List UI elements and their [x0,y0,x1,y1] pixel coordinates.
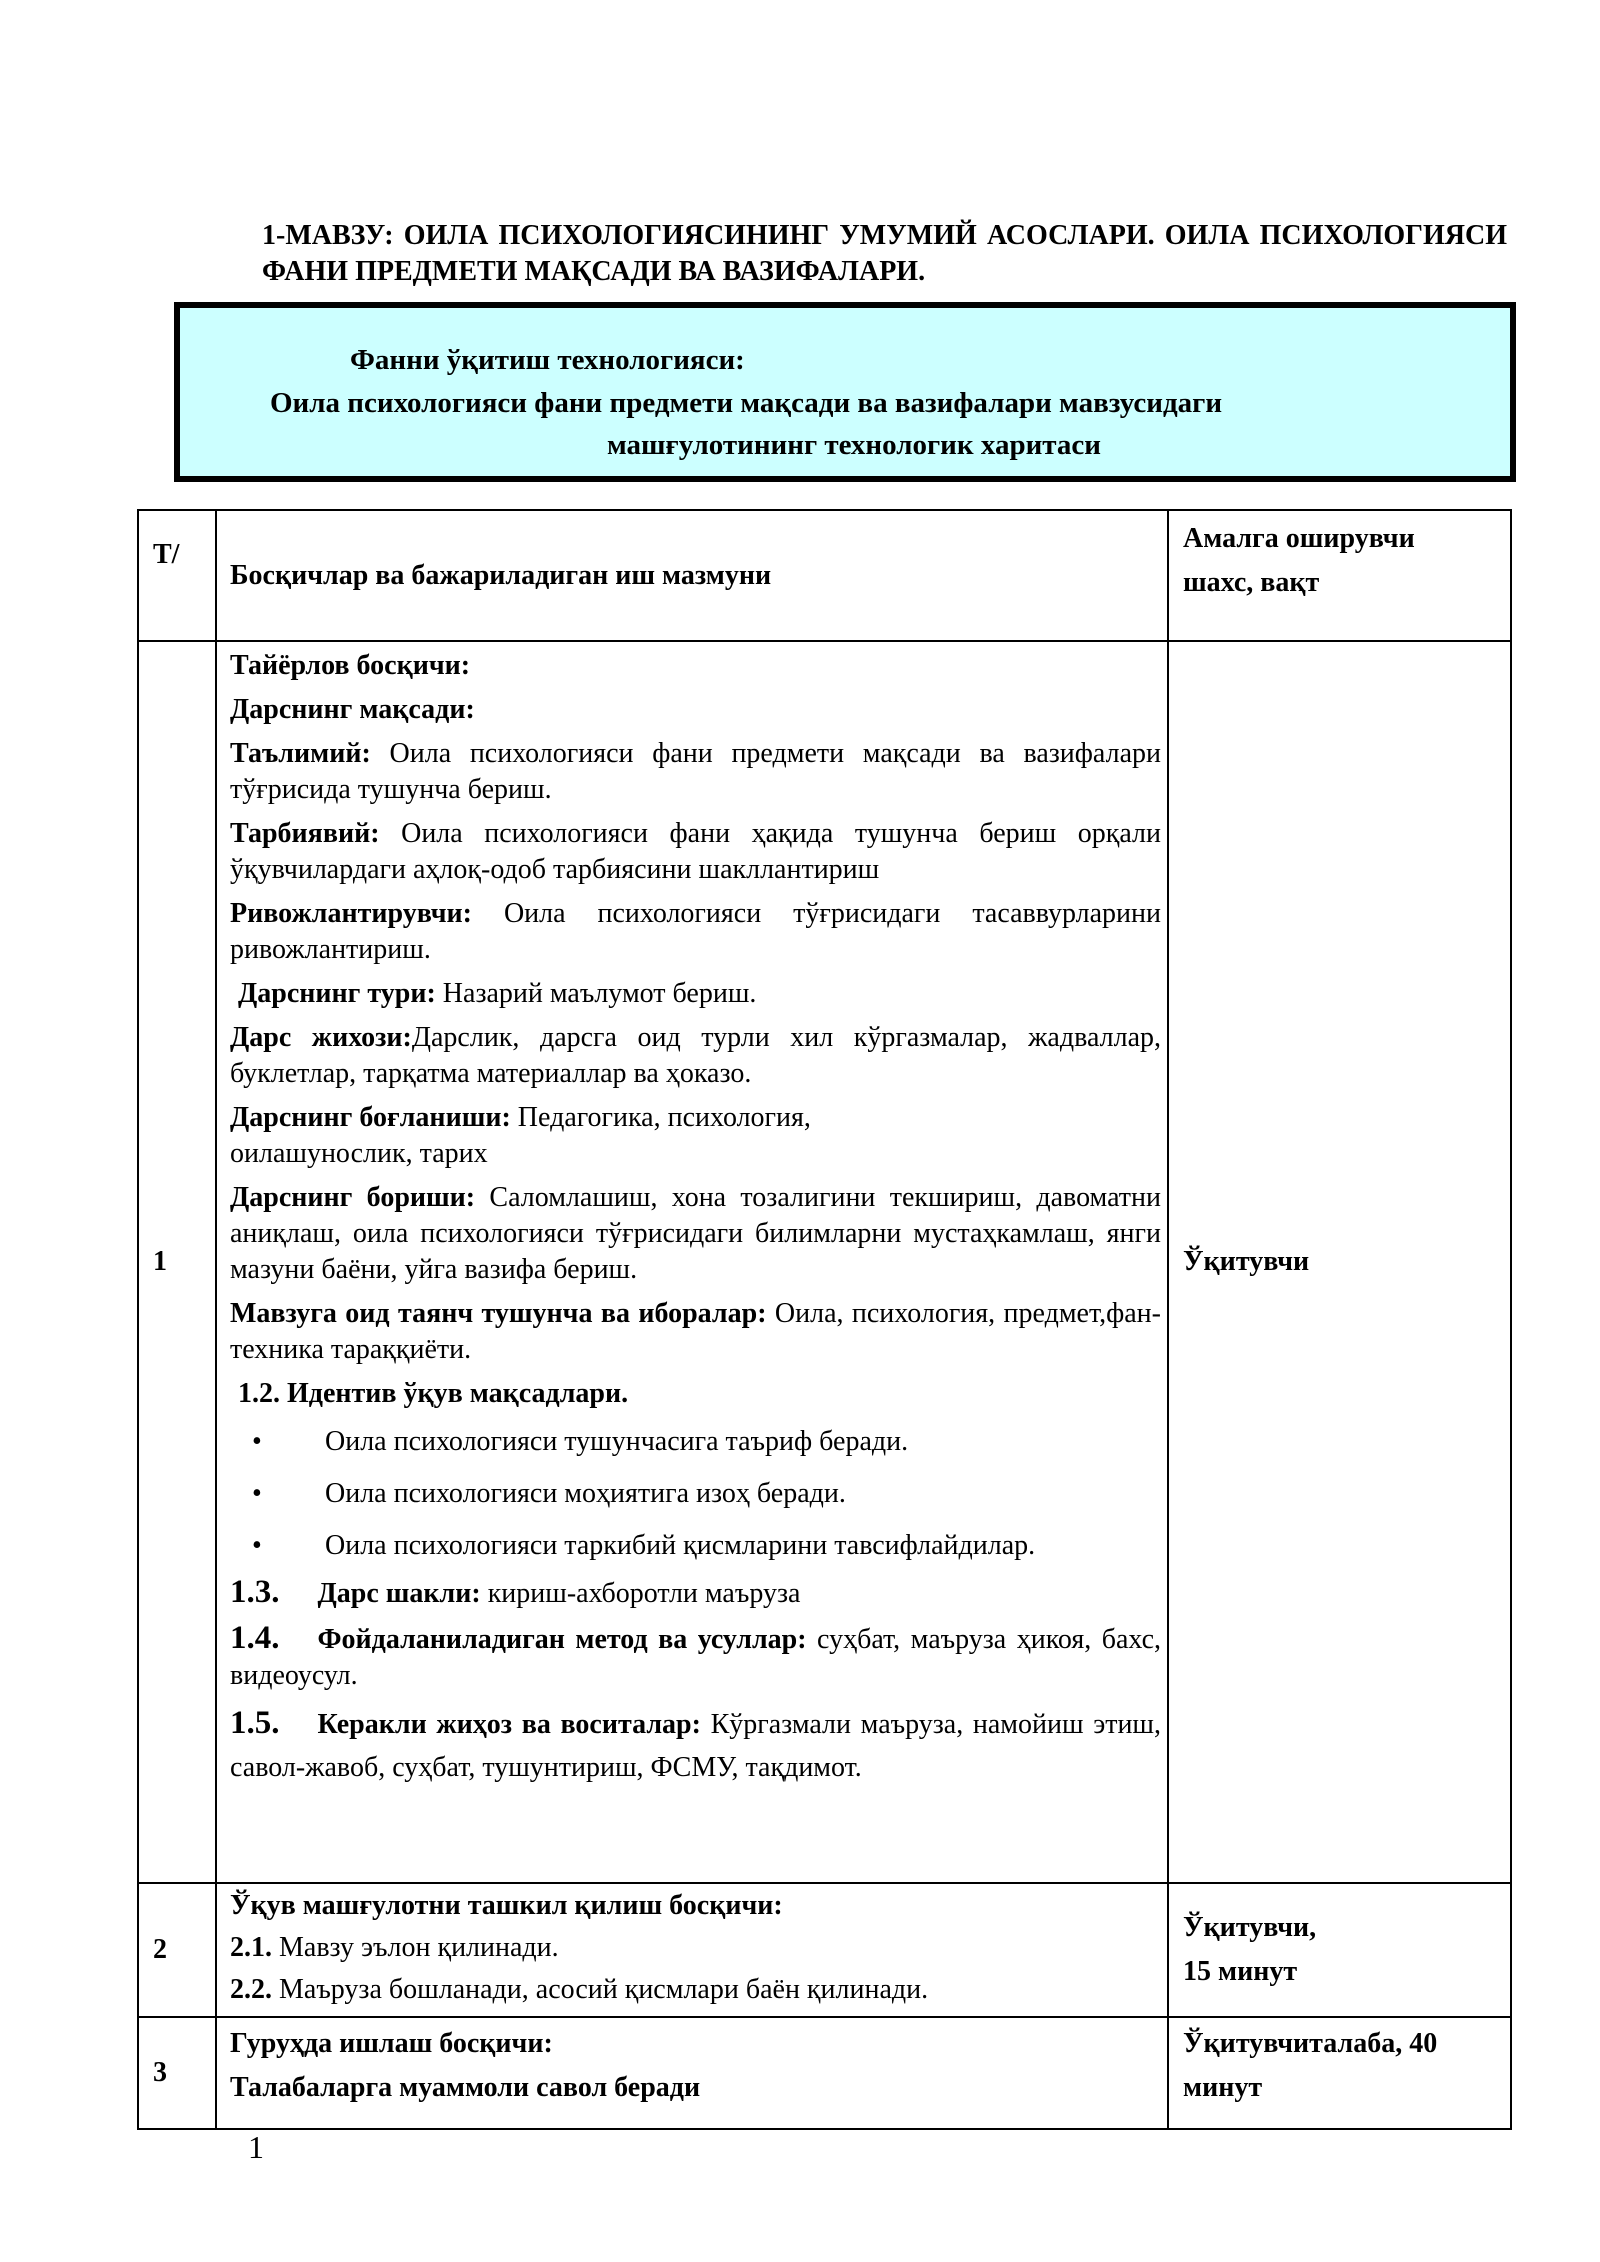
table-header-row [138,510,1511,641]
row-2-num: 2 [138,1883,216,2017]
section-1-4: 1.4. Фойдаланиладиган метод ва усуллар: суҳбат, маъруза ҳикоя, бахс, видеоусул. [230,1620,1161,1691]
list-item: • Оила психологияси тушунчасига таъриф беради. [230,1424,1161,1460]
header-who-line-2: шахс, вақт [1183,567,1320,598]
table-row [138,641,1511,1883]
bullet-icon: • [252,1426,262,1457]
identive-goals-heading: 1.2. Идентив ўқув мақсадлари. [238,1378,629,1409]
row-1-who: Ўқитувчи [1168,641,1511,1883]
lesson-goal-heading: Дарснинг мақсади: [230,694,475,725]
row-2-who: Ўқитувчи, 15 минут [1168,1883,1511,2017]
bullet-icon: • [252,1530,262,1561]
technology-box [174,302,1516,482]
tech-box-heading: Фанни ўқитиш технологияси: [350,344,745,376]
key-terms: Мавзуга оид таянч тушунча ва иборалар: Оила, психология, предмет,фан-техника тараққиёти. [230,1298,1161,1365]
row-2-content [216,1883,1168,2017]
section-1-5: 1.5. Керакли жиҳоз ва воситалар: Кўргазмали маъруза, намойиш этиш, савол-жавоб, суҳбат, тушунтириш, ФСМУ, тақдимот. [230,1705,1161,1783]
educational-goal: Таълимий: Оила психологияси фани предмети мақсади ва вазифалари тўғрисида тушунча бериш. [230,738,1161,805]
lesson-course: Дарснинг бориши: Саломлашиш, хона тозалигини текшириш, давоматни аниқлаш, оила психологияси тўғрисидаги билимларни мустаҳкамлаш, янги мазуни баёни, уйга вазифа бериш. [230,1182,1161,1285]
tech-box-line-2: Оила психологияси фани предмети мақсади ва вазифалари мавзусидаги [270,387,1223,419]
row-1-num: 1 [138,641,216,1883]
row-3-content [216,2017,1168,2129]
header-content-cell: Босқичлар ва бажариладиган иш мазмуни [216,510,1168,641]
upbringing-goal: Тарбиявий: Оила психологияси фани ҳақида тушунча бериш орқали ўқувчилардаги аҳлоқ-одоб тарбиясини шакллантириш [230,818,1161,885]
row-3-who: Ўқитувчиталаба, 40 минут [1168,2017,1511,2129]
header-who-line-1: Амалга оширувчи [1183,523,1415,554]
lesson-type: Дарснинг тури: Назарий маълумот бериш. [238,978,757,1009]
list-item: 2.2. Маъруза бошланади, асосий қисмлари баён қилинади. [230,1974,929,2005]
header-who-cell [1168,510,1511,641]
list-item: 2.1. Мавзу эълон қилинади. [230,1932,559,1963]
page-number: 1 [248,2129,264,2165]
header-num-cell: Т/ [138,510,216,641]
row-3-num: 3 [138,2017,216,2129]
tech-box-line-3: машғулотининг технологик харитаси [607,429,1101,461]
table-row [138,1883,1511,2017]
developmental-goal: Ривожлантирувчи: Оила психологияси тўғрисидаги тасаввурларини ривожлантириш. [230,898,1161,965]
stage-title: Ўқув машғулотни ташкил қилиш босқичи: [230,1890,783,1921]
stage-title: Гуруҳда ишлаш босқичи: [230,2028,553,2059]
lesson-table [137,509,1512,2130]
list-item: • Оила психологияси моҳиятига изоҳ беради. [230,1476,1161,1512]
page-title: 1-МАВЗУ: ОИЛА ПСИХОЛОГИЯСИНИНГ УМУМИЙ АСОСЛАРИ. ОИЛА ПСИХОЛОГИЯСИ ФАНИ ПРЕДМЕТИ МАҚСАДИ ВА ВАЗИФАЛАРИ. [262,220,1507,287]
section-1-3: 1.3. Дарс шакли: кириш-ахборотли маъруза [230,1574,801,1610]
lesson-equipment: Дарс жихози:Дарслик, дарсга оид турли хил кўргазмалар, жадваллар, буклетлар, тарқатма материаллар ва ҳоказо. [230,1022,1162,1089]
row-1-content [216,641,1168,1883]
table-row [138,2017,1511,2129]
list-item: • Оила психологияси таркибий қисмларини тавсифлайдилар. [230,1528,1161,1564]
bullet-icon: • [252,1478,262,1509]
row-3-task: Талабаларга муаммоли савол беради [230,2072,701,2103]
stage-title: Тайёрлов босқичи: [230,650,471,681]
lesson-links: Дарснинг боғланиши: Педагогика, психология, оилашунослик, тарих [230,1102,811,1169]
